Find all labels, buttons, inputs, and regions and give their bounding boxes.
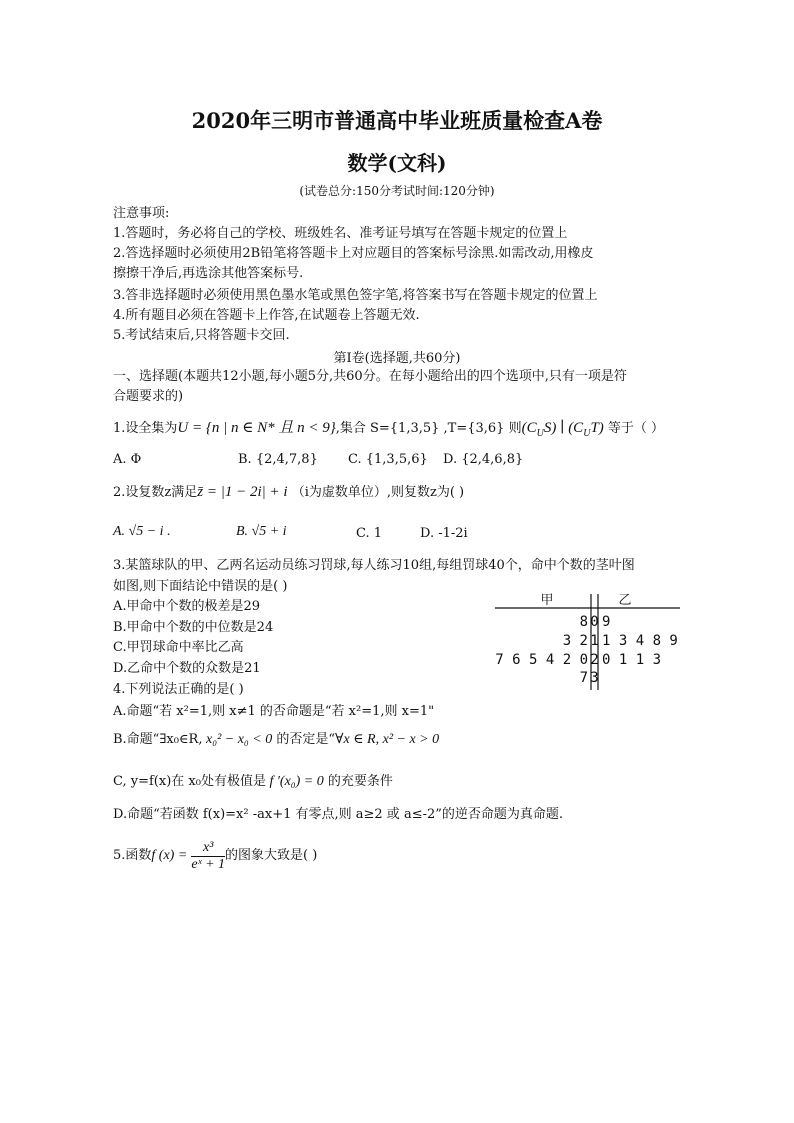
q2-option-d: D. -1-2i <box>420 526 468 541</box>
q4-option-d: D.命题“若函数 f(x)=x² -ax+1 有零点,则 a≥2 或 a≤-2”的逆否命题为真命题. <box>113 807 564 822</box>
stem-leaf-stem-0: 0 <box>590 614 599 630</box>
q3-option-a: A.甲命中个数的极差是29 <box>113 599 261 614</box>
q4-option-a: A.命题“若 x²=1,则 x≠1 的否命题是“若 x²=1,则 x=1" <box>113 704 435 719</box>
stem-leaf-right-header: 乙 <box>618 593 632 608</box>
q3-line1: 3.某篮球队的甲、乙两名运动员练习罚球,每人练习10组,每组罚球40个，命中个数的茎叶图 <box>113 558 635 573</box>
stem-leaf-right-0: 9 <box>602 614 611 630</box>
stem-leaf-plot <box>495 590 680 695</box>
exam-subject: 数学(文科) <box>347 151 447 175</box>
q2-option-c: C. 1 <box>356 526 383 541</box>
q1-sets: ,集合 S={1,3,5} ,T={3,6} <box>335 421 505 436</box>
stem-leaf-right-1: 1 3 4 8 9 <box>602 633 678 649</box>
section-title: 第Ⅰ卷(选择题,共60分) <box>333 351 461 366</box>
q2-option-b: B. √5 + i <box>236 524 287 539</box>
q1-option-a: A. Φ <box>113 452 142 467</box>
q1-then: 则 <box>504 421 522 436</box>
q3-option-b: B.甲命中个数的中位数是24 <box>113 620 274 635</box>
notes-item: 1.答题时，务必将自己的学校、班级姓名、准考证号填写在答题卡规定的位置上 <box>113 226 568 241</box>
stem-leaf-left-0: 8 <box>579 614 588 630</box>
q1-expression: $(C_US)$ ∣ $(C_UT)$ <box>521 420 604 439</box>
q2-option-a: A. √5 − i . <box>113 524 171 539</box>
stem-leaf-stem-2: 2 <box>590 652 599 668</box>
stem-leaf-stem-1: 1 <box>590 633 599 649</box>
notes-item: 2.答选择题时必须使用2B铅笔将答题卡上对应题目的答案标号涂黑.如需改动,用橡皮 <box>113 246 594 261</box>
notes-item: 3.答非选择题时必须使用黑色墨水笔或黑色签字笔,将答案书写在答题卡规定的位置上 <box>113 288 598 303</box>
stem-leaf-left-1: 3 2 <box>562 633 588 649</box>
stem-leaf-stem-3: 3 <box>590 670 599 686</box>
q1-prefix: 1.设全集为 <box>113 421 178 436</box>
q3-option-d: D.乙命中个数的众数是21 <box>113 661 261 676</box>
q3-line2: 如图,则下面结论中错误的是( ) <box>113 579 288 594</box>
q1-suffix: 等于（ ） <box>603 421 665 436</box>
q1-option-b: B. {2,4,7,8} <box>238 452 318 467</box>
stem-leaf-left-header: 甲 <box>540 593 554 608</box>
q2-prefix: 2.设复数z满足 <box>113 485 198 500</box>
stem-leaf-left-3: 7 <box>579 670 588 686</box>
notes-item: 擦擦干净后,再选涂其他答案标号. <box>113 266 304 281</box>
stem-leaf-left-2: 7 6 5 4 2 0 <box>495 652 588 668</box>
stem-leaf-right-2: 0 1 1 3 <box>602 652 662 668</box>
section-instructions-cont: 合题要求的) <box>113 389 184 404</box>
question-1 <box>113 419 664 443</box>
q4-stem: 4.下列说法正确的是( ) <box>113 682 244 697</box>
q1-universal-set: U = {n | n ∈ N* 且 n < 9} <box>177 420 336 436</box>
notes-item: 5.考试结束后,只将答题卡交回. <box>113 328 290 343</box>
notes-item: 4.所有题目必须在答题卡上作答,在试题卷上答题无效. <box>113 308 420 323</box>
q4-option-b: B.命题“∃x₀∈R, x₀² − x₀ < 0 的否定是“∀x ∈ R, x² − x > 0 <box>113 732 440 747</box>
q5-fraction: $\frac{\text{x³}}{\text{eˣ + 1}}$ <box>191 839 226 872</box>
question-5: 5.函数f (x) = $\frac{\text{x³}}{\text{eˣ + 1}}$ 的图象大致是( ) <box>113 839 318 872</box>
exam-title: 2020年三明市普通高中毕业班质量检查A卷 <box>191 108 603 133</box>
q4-option-c: C, y=f(x)在 x₀处有极值是 f ′(x₀) = 0 的充要条件 <box>113 774 393 789</box>
q2-middle: （i为虚数单位）,则复数z为( ) <box>287 485 465 500</box>
q1-option-d: D. {2,4,6,8} <box>443 452 524 467</box>
question-2 <box>113 483 464 502</box>
q2-equation: z̄ = |1 − 2i| + i <box>197 484 288 500</box>
exam-info: (试卷总分:150分考试时间:120分钟) <box>299 184 495 198</box>
section-instructions: 一、选择题(本题共12小题,每小题5分,共60分。在每小题给出的四个选项中,只有一项是符 <box>113 369 627 384</box>
q3-option-c: C.甲罚球命中率比乙高 <box>113 640 244 655</box>
q1-option-c: C. {1,3,5,6} <box>348 452 428 467</box>
notes-heading: 注意事项: <box>113 206 170 221</box>
